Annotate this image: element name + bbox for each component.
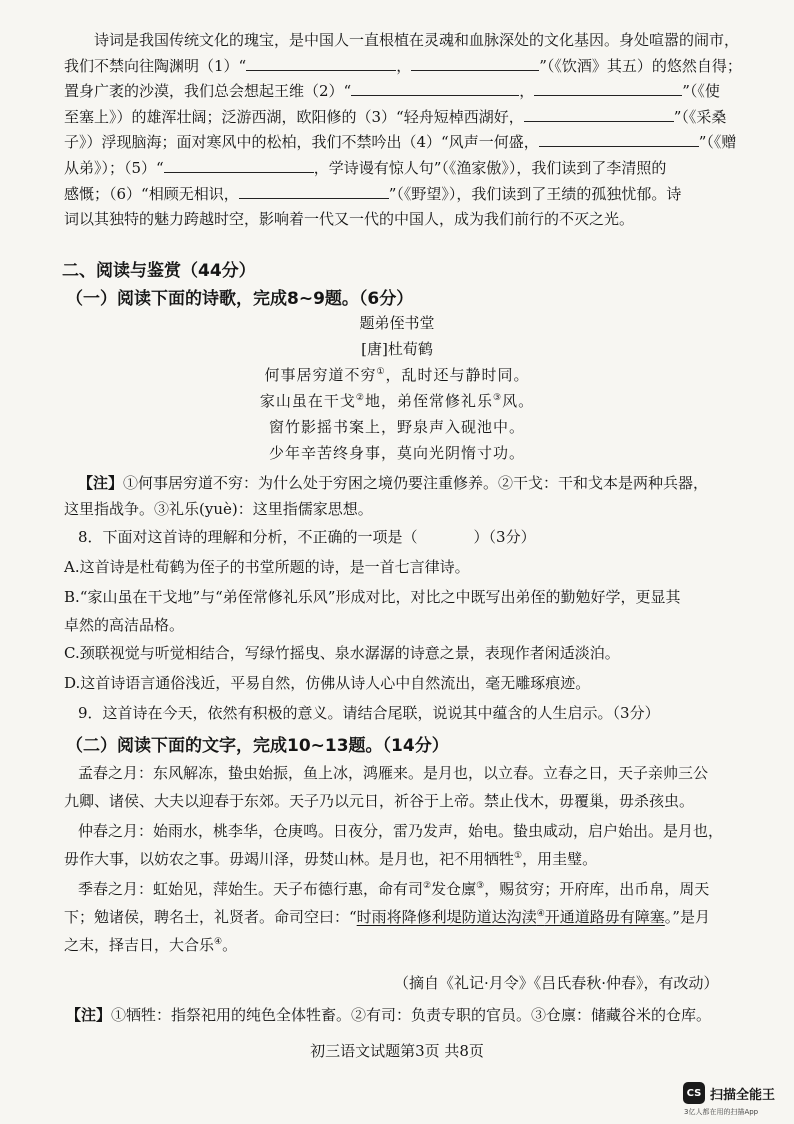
note-line: 【注】①牺牲：指祭祀用的纯色全体牲畜。②有司：负责专职的官员。③仓廪：储藏谷米的仓库。 — [66, 1006, 712, 1024]
intro-line: 感慨；（6）“相顾无相识， ”（《野望》），我们读到了王绩的孤独忧郁。诗 — [64, 184, 682, 203]
poem-title: 题弟侄书堂 — [359, 314, 435, 332]
note-line: 【注】①何事居穷道不穷：为什么处于穷困之境仍要注重修养。②干戈：干和戈本是两种兵器， — [78, 474, 709, 492]
answer-blank[interactable] — [534, 80, 682, 96]
answer-blank[interactable] — [351, 80, 519, 96]
intro-paragraph — [64, 28, 742, 233]
watermark-slogan: 3亿人都在用的扫描App — [684, 1108, 759, 1116]
poem-author: [唐]杜荀鹤 — [361, 340, 433, 358]
underlined-sentence: 时雨将降修利堤防道达沟渎④开通道路毋有障塞 — [356, 908, 665, 926]
question-8: 8．下面对这首诗的理解和分析，不正确的一项是（ ）（3分） — [78, 528, 536, 546]
intro-line: 子》）浮现脑海；面对寒风中的松柏，我们不禁吟出（4）“风声一何盛， ”（《赠 — [64, 133, 737, 152]
answer-blank[interactable] — [164, 157, 314, 173]
answer-blank[interactable] — [539, 131, 699, 147]
answer-blank[interactable] — [524, 106, 674, 122]
intro-line: 至塞上》）的雄浑壮阔；泛游西湖，欧阳修的（3）“轻舟短棹西湖好， ”（《采桑 — [64, 107, 727, 126]
passage-line: 孟春之月：东风解冻，蛰虫始振，鱼上冰，鸿雁来。是月也，以立春。立春之日，天子亲帅三公 — [78, 764, 709, 782]
option-a: A.这首诗是杜荀鹤为侄子的书堂所题的诗，是一首七言律诗。 — [64, 558, 470, 576]
intro-line: 从弟》）；（5）“ ，学诗谩有惊人句”（《渔家傲》），我们读到了李清照的 — [64, 158, 667, 177]
passage-line: 仲春之月：始雨水，桃李华，仓庚鸣。日夜分，雷乃发声，始电。蛰虫咸动，启户始出。是月也， — [78, 822, 724, 840]
intro-line: 词以其独特的魅力跨越时空，影响着一代又一代的中国人，成为我们前行的不灭之光。 — [64, 210, 635, 229]
question-9: 9．这首诗在今天，依然有积极的意义。请结合尾联，说说其中蕴含的人生启示。（3分） — [78, 704, 660, 722]
intro-line: 诗词是我国传统文化的瑰宝，是中国人一直根植在灵魂和血脉深处的文化基因。身处喧嚣的闹市， — [94, 31, 740, 49]
passage-line: 九卿、诸侯、大夫以迎春于东郊。天子乃以元日，祈谷于上帝。禁止伐木，毋覆巢，毋杀孩虫。 — [64, 792, 695, 810]
part-heading: （二）阅读下面的文字，完成10~13题。（14分） — [66, 736, 449, 756]
option-c: C.颈联视觉与听觉相结合，写绿竹摇曳、泉水潺潺的诗意之景，表现作者闲适淡泊。 — [64, 644, 620, 662]
poem-line: 何事居穷道不穷①，乱时还与静时同。 — [264, 366, 530, 384]
source-citation: （摘自《礼记·月令》《吕氏春秋·仲春》，有改动） — [394, 974, 719, 992]
intro-line: 置身广袤的沙漠，我们总会想起王维（2）“ ， ”（《使 — [64, 82, 720, 101]
passage-line: 季春之月：虹始见，萍始生。天子布德行惠，命有司②发仓廪③，赐贫穷；开府库，出币帛，周天 — [78, 880, 710, 898]
passage-line: 下；勉诸侯，聘名士，礼贤者。命司空曰：“时雨将降修利堤防道达沟渎④开通道路毋有障塞。”是月 — [64, 908, 710, 926]
option-d: D.这首诗语言通俗浅近，平易自然，仿佛从诗人心中自然流出，毫无雕琢痕迹。 — [64, 674, 591, 692]
page-footer: 初三语文试题第3页 共8页 — [310, 1042, 484, 1060]
answer-blank[interactable] — [246, 55, 396, 71]
answer-blank[interactable] — [411, 55, 539, 71]
option-b: B.“家山虽在干戈地”与“弟侄常修礼乐风”形成对比，对比之中既写出弟侄的勤勉好学，更显其 — [64, 588, 681, 606]
option-b-cont: 卓然的高洁品格。 — [64, 616, 185, 634]
note-line: 这里指战争。③礼乐(yuè)：这里指儒家思想。 — [64, 500, 373, 518]
poem-line: 窗竹影摇书案上，野泉声入砚池中。 — [268, 418, 525, 436]
poem-line: 少年辛苦终身事，莫向光阴惰寸功。 — [268, 444, 525, 462]
part-heading: （一）阅读下面的诗歌，完成8~9题。（6分） — [66, 289, 414, 309]
section-heading: 二、阅读与鉴赏（44分） — [62, 261, 256, 281]
watermark-name: 扫描全能王 — [710, 1088, 776, 1103]
answer-blank[interactable] — [239, 183, 389, 199]
passage-line: 毋作大事，以妨农之事。毋竭川泽，毋焚山林。是月也，祀不用牺牲①，用圭璧。 — [64, 850, 598, 868]
passage-line: 之末，择吉日，大合乐④。 — [64, 936, 238, 954]
camscanner-icon: CS — [683, 1082, 705, 1104]
scanner-watermark — [683, 1082, 793, 1122]
poem-line: 家山虽在干戈②地，弟侄常修礼乐③风。 — [259, 392, 535, 410]
intro-line: 我们不禁向往陶渊明（1）“ ， ”（《饮酒》其五）的悠然自得； — [64, 56, 742, 75]
